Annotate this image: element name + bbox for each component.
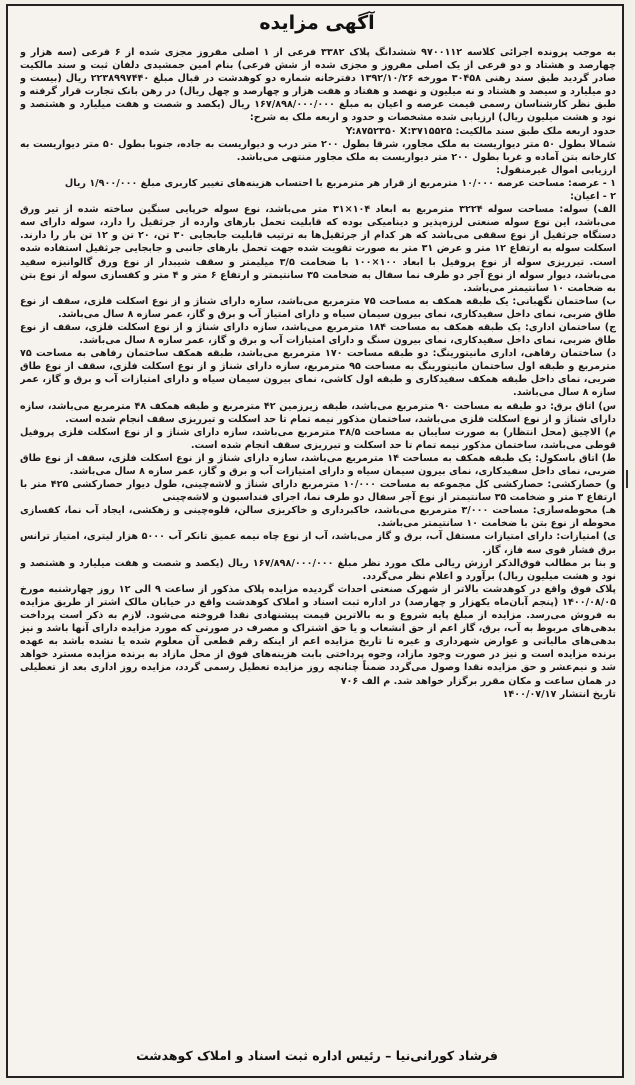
total-valuation: و بنا بر مطالب فوق‌الذکر ارزش ریالی ملک مورد نظر مبلغ ۱۶۷/۸۹۸/۰۰۰/۰۰۰ ریال (یکصد و شصت و هفت میلیارد و هشتصد و نود و هشت میلیون ریال) برآورد و اعلام نظر می‌گردد. <box>20 557 616 582</box>
item-guardhouse: ب) ساختمان نگهبانی: یک طبقه همکف به مساحت ۷۵ مترمربع می‌باشد، سازه دارای شناژ و از نوع اسکلت فلزی، سقف از نوع طاق ضربی، نمای داخل سفیدکاری، نمای بیرون سیمان سیاه و دارای امتیاز آب و برق و گاز، عمر سازه ۸ سال می‌باشد. <box>20 295 616 320</box>
notice-frame <box>6 4 624 1078</box>
notice-title: آگهی مزایده <box>259 12 375 34</box>
notice-body <box>20 46 616 1036</box>
valuation-heading: ارزیابی اموال غیرمنقول: <box>496 164 616 176</box>
item-office: ج) ساختمان اداری: یک طبقه همکف به مساحت ۱۸۴ مترمربع می‌باشد، سازه دارای شناژ و از نوع اسکلت فلزی، سقف از نوع طاق ضربی، نمای داخل سفیدکاری، نمای بیرون سنگ و دارای امتیازات آب و برق و گاز، عمر سازه ۸ سال می‌باشد. <box>20 321 616 347</box>
coordinates-line: حدود اربعه ملک طبق سند مالکیت: Y:۸۷۵۲۳۵۰ X:۳۷۱۵۵۲۵ <box>345 125 616 137</box>
item-buildings: ۲ - اعیان: <box>570 191 616 203</box>
publish-date: تاریخ انتشار ۱۴۰۰/۰۷/۱۷ <box>502 688 616 700</box>
signature-line: فرشاد کورانی‌نیا – رئیس اداره ثبت اسناد و املاک کوهدشت <box>136 1048 498 1063</box>
item-electric-room: س) اتاق برق: دو طبقه به مساحت ۹۰ مترمربع می‌باشد، طبقه زیرزمین ۴۲ مترمربع و طبقه همکف ۴۸ مترمربع می‌باشد، سازه دارای شناژ و از نوع اسکلت فلزی می‌باشد، ساختمان مذکور نیمه تمام تا حد اسکلت و تیرریزی سقف انجام شده است. <box>20 400 616 425</box>
item-landscaping: هـ) محوطه‌سازی: مساحت ۳/۰۰۰ مترمربع می‌باشد، خاکبرداری و خاکریزی سالن، قلوه‌چینی و زهکشی، ایجاد آب نما، کفسازی محوطه از نوع بتن با ضخامت ۱۰ سانتیمتر می‌باشد. <box>20 505 616 530</box>
item-welfare-building: د) ساختمان رفاهی، اداری مانیتورینگ: دو طبقه مساحت ۱۷۰ مترمربع می‌باشد، طبقه همکف ساختمان رفاهی به مساحت ۷۵ مترمربع و طبقه اول ساختمان مانیتورینگ به مساحت ۹۵ مترمربع، سازه دارای شناژ و از نوع اسکلت فلزی، سقف از نوع طاق ضربی، نمای داخل طبقه همکف سفیدکاری و طبقه اول کاشی، نمای بیرون سیمان سیاه و دارای امتیازات آب و برق و گاز، عمر سازه ۸ سال می‌باشد. <box>20 348 616 399</box>
edge-mark <box>626 470 634 488</box>
item-utilities: ی) امتیازات: دارای امتیازات مستقل آب، برق و گاز می‌باشد، آب از نوع چاه نیمه عمیق تانکر آب ۵۰۰۰ هزار لیتری، امتیاز ترانس برق فشار قوی سه فاز، گاز. <box>20 531 616 556</box>
item-hall: الف) سوله: مساحت سوله ۳۲۲۴ مترمربع به ابعاد ۱۰۴×۳۱ متر می‌باشد، نوع سوله خرپایی سنگین ساخته شده از تیر ورق می‌باشد، این نوع سوله صنعتی لرزه‌پذیر و دینامیکی بوده که قابلیت تحمل بارهای وارده از جرثقیل را دارد، سوله دارای سه دستگاه جرثقیل از نوع سقفی می‌باشد که هر کدام از جرثقیل‌ها به ترتیب قابلیت جابجایی ۳۰ تن، ۲۰ تن و ۱۲ تن بار را دارند. اسکلت سوله به ارتفاع ۱۲ متر و عرض ۳۱ متر به صورت تقویت شده جهت تحمل بارهای جانبی و جابجایی جرثقیل استفاده شده است. تیرریزی سوله از نوع پروفیل با ابعاد ۱۰۰×۱۰۰ با ضخامت ۳/۵ میلیمتر و سقف شیبدار از نوع ورق گالوانیزه سفید می‌باشد، دیوار سوله از نوع آجر دو طرف نما سفال به ضخامت ۳۵ سانتیمتر و ارتفاع ۶ متر و ۴ متر و کفسازی سوله از نوع بتن به ضخامت ۱۰ سانتیمتر می‌باشد. <box>20 204 616 294</box>
item-pavilion: م) الاچیق (محل انتظار) به صورت سایبان به مساحت ۳۸/۵ مترمربع می‌باشد، سازه دارای شناژ و از نوع اسکلت فلزی پروفیل قوطی می‌باشد، ساختمان مذکور نیمه تمام تا حد اسکلت و تیرریزی سقف انجام شده است. <box>20 426 616 451</box>
boundaries-paragraph: شمالا بطول ۵۰ متر دیواریست به ملک مجاور، شرقا بطول ۲۰۰ متر درب و دیواریست به جاده، جنوبا بطول ۵۰ متر دیواریست به کارخانه بتن آماده و غربا بطول ۲۰۰ متر دیواریست به ملک مجاور منتهی می‌باشد. <box>20 138 616 163</box>
item-land: ۱ - عرصه: مساحت عرصه ۱۰/۰۰۰ مترمربع از قرار هر مترمربع با احتساب هزینه‌های تغییر کاربری مبلغ ۱/۹۰۰/۰۰۰ ریال <box>64 177 616 189</box>
item-scale-room: ط) اتاق باسکول: یک طبقه همکف به مساحت ۱۴ مترمربع می‌باشد، سازه دارای شناژ و از نوع اسکلت فلزی، سقف از نوع طاق ضربی، نمای داخل سفیدکاری، نمای بیرون سیمان سیاه و دارای امتیازات آب و برق و گاز، عمر سازه ۸ سال می‌باشد. <box>20 452 616 477</box>
auction-terms: پلاک فوق واقع در کوهدشت بالاتر از شهرک صنعتی احداث گردیده مزایده پلاک مذکور از ساعت ۹ الی ۱۲ روز چهارشنبه مورخ ۱۴۰۰/۰۸/۰۵ (پنجم آبان‌ماه یکهزار و چهارصد) در اداره ثبت اسناد و املاک کوهدشت واقع در خیابان مالک اشتر از طریق مزایده به فروش می‌رسد. مزایده از مبلغ پایه شروع و به بالاترین قیمت پیشنهادی نقدا فروخته می‌شود. لازم به ذکر است پرداخت بدهی‌های مربوط به آب، برق، گاز اعم از حق انشعاب و یا حق اشتراک و مصرف در صورتی که مورد مزایده دارای آنها باشد و نیز بدهی‌های مالیاتی و عوارض شهرداری و غیره تا تاریخ مزایده اعم از اینکه رقم قطعی آن معلوم شده یا نشده باشد به عهده برنده مزایده است و نیز در صورت وجود مازاد، وجوه پرداختی بابت هزینه‌های فوق از محل مازاد به برنده مزایده مسترد خواهد شد و نیم‌عشر و حق مزایده نقدا وصول می‌گردد ضمناً چنانچه روز مزایده تعطیل رسمی گردد، مزایده روز اداری بعد از تعطیلی در همان ساعت و مکان مقرر برگزار خواهد شد. م الف ۷۰۶ <box>20 583 616 687</box>
intro-paragraph: به موجب پرونده اجرائی کلاسه ۹۷۰۰۱۱۲ ششدانگ پلاک ۳۳۸۲ فرعی از ۱ اصلی مفروز مجزی شده از ۶ فرعی (سه هزار و چهارصد و هشتاد و دو فرعی از یک اصلی مفروز و مجزی شده از شش فرعی) بنام امین جمشیدی دلفان ثبت و سند مالکیت صادر گردید طبق سند رهنی ۳۰۴۵۸ مورخه ۱۳۹۲/۱۰/۲۶ دفترخانه شماره دو کوهدشت در قبال مبلغ ۲۲۳۸۹۹۷۴۴۰ ریال (بیست و دو میلیارد و سیصد و هشتاد و نه میلیون و نهصد و هفتاد و هفت هزار و چهارصد و چهل ریال) در رهن بانک تجارت قرار گرفته و طبق نظر کارشناسان رسمی قیمت عرصه و اعیان به مبلغ ۱۶۷/۸۹۸/۰۰۰/۰۰۰ ریال (یکصد و شصت و هفت میلیارد و هشتصد و نود و هشت میلیون ریال) ارزیابی شده مشخصات و حدود و اربعه ملک به شرح: <box>20 47 616 124</box>
item-fencing: و) حصارکشی: حصارکشی کل مجموعه به مساحت ۱۰/۰۰۰ مترمربع دارای شناژ و لاشه‌چینی، طول دیوار حصارکشی ۴۲۵ متر با ارتفاع ۳ متر و ضخامت ۳۵ سانتیمتر از نوع آجر سفال دو طرف نما، اجرای فنداسیون و لاشه‌چینی <box>20 479 616 504</box>
